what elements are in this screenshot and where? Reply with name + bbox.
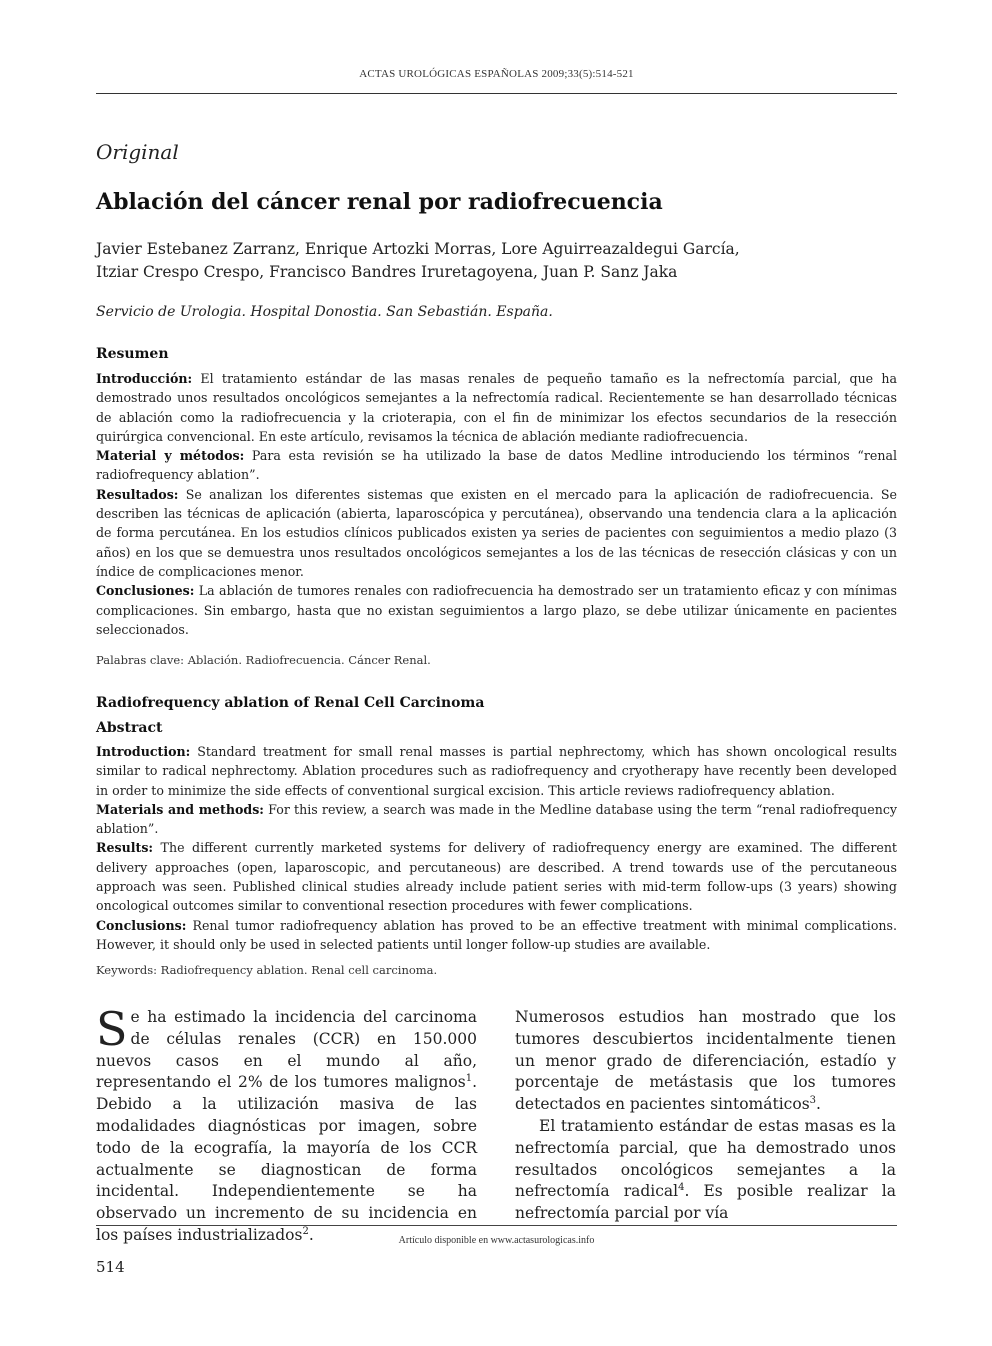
abstract-methods-label: Materials and methods:	[96, 801, 264, 817]
body-text: . Debido a la utilización masiva de las modalidades diagnósticas por imagen, sobre todo de la ecografía, la mayoría de los CCR actualmente se diagnostican de forma incidental. Independientemente se ha observado un incremento de su incidencia en los países industrializados	[96, 1073, 477, 1244]
abstract-methods	[96, 800, 897, 839]
journal-header: ACTAS UROLÓGICAS ESPAÑOLAS 2009;33(5):514-521	[359, 68, 634, 80]
affiliation: Servicio de Urologia. Hospital Donostia. San Sebastián. España.	[96, 304, 553, 320]
resumen-introduccion	[96, 369, 897, 446]
resumen-conclusions-text: La ablación de tumores renales con radiofrecuencia ha demostrado ser un tratamiento eficaz y con mínimas complicaciones. Sin embargo, hasta que no existan seguimientos a largo plazo, se debe utilizar únicamente en pacientes seleccionados.	[96, 583, 897, 637]
resumen-resultados	[96, 485, 897, 581]
body-paragraph-3	[515, 1116, 896, 1225]
author-line-2: Itziar Crespo Crespo, Francisco Bandres Iruretagoyena, Juan P. Sanz Jaka	[96, 263, 678, 281]
abstract-conclusions	[96, 916, 897, 955]
resumen-conclusions-label: Conclusiones:	[96, 583, 195, 599]
abstract-heading: Abstract	[96, 720, 163, 736]
abstract-intro-text: Standard treatment for small renal masses is partial nephrectomy, which has shown oncological results similar to radical nephrectomy. Ablation procedures such as radiofrequency and cryotherapy have recently been developed in order to minimize the side effects of conventional surgical excision. This article reviews radiofrequency ablation.	[96, 744, 897, 798]
body-column-right	[515, 1007, 896, 1225]
abstract-conclusions-text: Renal tumor radiofrequency ablation has proved to be an effective treatment with minimal complications. However, it should only be used in selected patients until longer follow-up studies are available.	[96, 917, 897, 952]
body-column-left	[96, 1002, 477, 1247]
body-text: Numerosos estudios han mostrado que los tumores descubiertos incidentalmente tienen un menor grado de diferenciación, estadío y porcentaje de metástasis que los tumores detectados en pacientes sintomáticos	[515, 1008, 896, 1114]
english-title: Radiofrequency ablation of Renal Cell Carcinoma	[96, 695, 485, 711]
article-title: Ablación del cáncer renal por radiofrecuencia	[96, 189, 663, 215]
abstract-body	[96, 742, 897, 954]
resumen-intro-label: Introducción:	[96, 371, 193, 386]
abstract-methods-text: For this review, a search was made in the Medline database using the term “renal radiofrequency ablation”.	[96, 801, 897, 837]
author-list	[96, 238, 740, 284]
resumen-intro-text: El tratamiento estándar de las masas renales de pequeño tamaño es la nefrectomía parcial, que ha demostrado unos resultados oncológicos semejantes a la nefrectomía radical. Recientemente se han desarrollado técnicas de ablación como la radiofrecuencia y la crioterapia, con el fin de minimizar los efectos secundarios de la resección quirúrgica convencional. En este artículo, revisamos la técnica de ablación mediante radiofrecuencia.	[96, 371, 897, 444]
body-text: El tratamiento estándar de estas masas es la nefrectomía parcial, que ha demostrado unos resultados oncológicos semejantes a la nefrectomía radical	[515, 1116, 896, 1201]
resumen-methods-label: Material y métodos:	[96, 448, 245, 464]
resumen-body	[96, 369, 897, 639]
body-text: .	[308, 1225, 314, 1244]
body-paragraph-1	[96, 1002, 477, 1247]
keywords: Keywords: Radiofrequency ablation. Renal cell carcinoma.	[96, 963, 438, 977]
abstract-results-label: Results:	[96, 840, 154, 856]
abstract-introduction	[96, 742, 897, 800]
footer-divider	[96, 1225, 897, 1226]
header-divider	[96, 93, 897, 94]
resumen-methods-text: Para esta revisión se ha utilizado la base de datos Medline introduciendo los términos “renal radiofrequency ablation”.	[96, 448, 897, 483]
body-text: e ha estimado la incidencia del carcinoma de células renales (CCR) en 150.000 nuevos casos en el mundo al año, representando el 2% de los tumores malignos	[96, 1008, 477, 1092]
reference-1: 1	[465, 1073, 473, 1085]
author-line-1: Javier Estebanez Zarranz, Enrique Artozki Morras, Lore Aguirreazaldegui García,	[96, 240, 740, 258]
abstract-results	[96, 838, 897, 915]
body-text: . Es posible realizar la nefrectomía parcial por vía	[515, 1182, 896, 1223]
resumen-heading: Resumen	[96, 346, 169, 362]
section-label: Original	[96, 140, 179, 164]
palabras-clave: Palabras clave: Ablación. Radiofrecuencia. Cáncer Renal.	[96, 653, 431, 667]
reference-4: 4	[678, 1182, 685, 1194]
reference-3: 3	[809, 1095, 817, 1107]
resumen-results-label: Resultados:	[96, 486, 179, 502]
resumen-conclusiones	[96, 581, 897, 639]
page-number: 514	[96, 1258, 125, 1276]
reference-2: 2	[302, 1225, 309, 1237]
body-paragraph-2	[515, 1007, 896, 1116]
drop-cap: S	[96, 1002, 128, 1056]
abstract-intro-label: Introduction:	[96, 744, 191, 759]
resumen-results-text: Se analizan los diferentes sistemas que existen en el mercado para la aplicación de radiofrecuencia. Se describen las técnicas de aplicación (abierta, laparoscópica y percutánea), observando una tendencia clara a la aplicación de forma percutánea. En los estudios clínicos publicados existen ya series de pacientes con seguimientos a medio plazo (3 años) en los que se demuestra unos resultados oncológicos semejantes a los de las técnicas de resección clásicas y con un índice de complicaciones menor.	[96, 486, 897, 579]
abstract-conclusions-label: Conclusions:	[96, 917, 187, 933]
resumen-metodos	[96, 446, 897, 485]
availability-note: Artículo disponible en www.actasurologicas.info	[398, 1235, 595, 1246]
body-text: .	[816, 1095, 821, 1114]
abstract-results-text: The different currently marketed systems for delivery of radiofrequency energy are examined. The different delivery approaches (open, laparoscopic, and percutaneous) are described. A trend towards use of the percutaneous approach was seen. Published clinical studies already include patient series with mid-term follow-ups (3 years) showing oncological outcomes similar to conventional resection procedures with fewer complications.	[96, 840, 897, 914]
